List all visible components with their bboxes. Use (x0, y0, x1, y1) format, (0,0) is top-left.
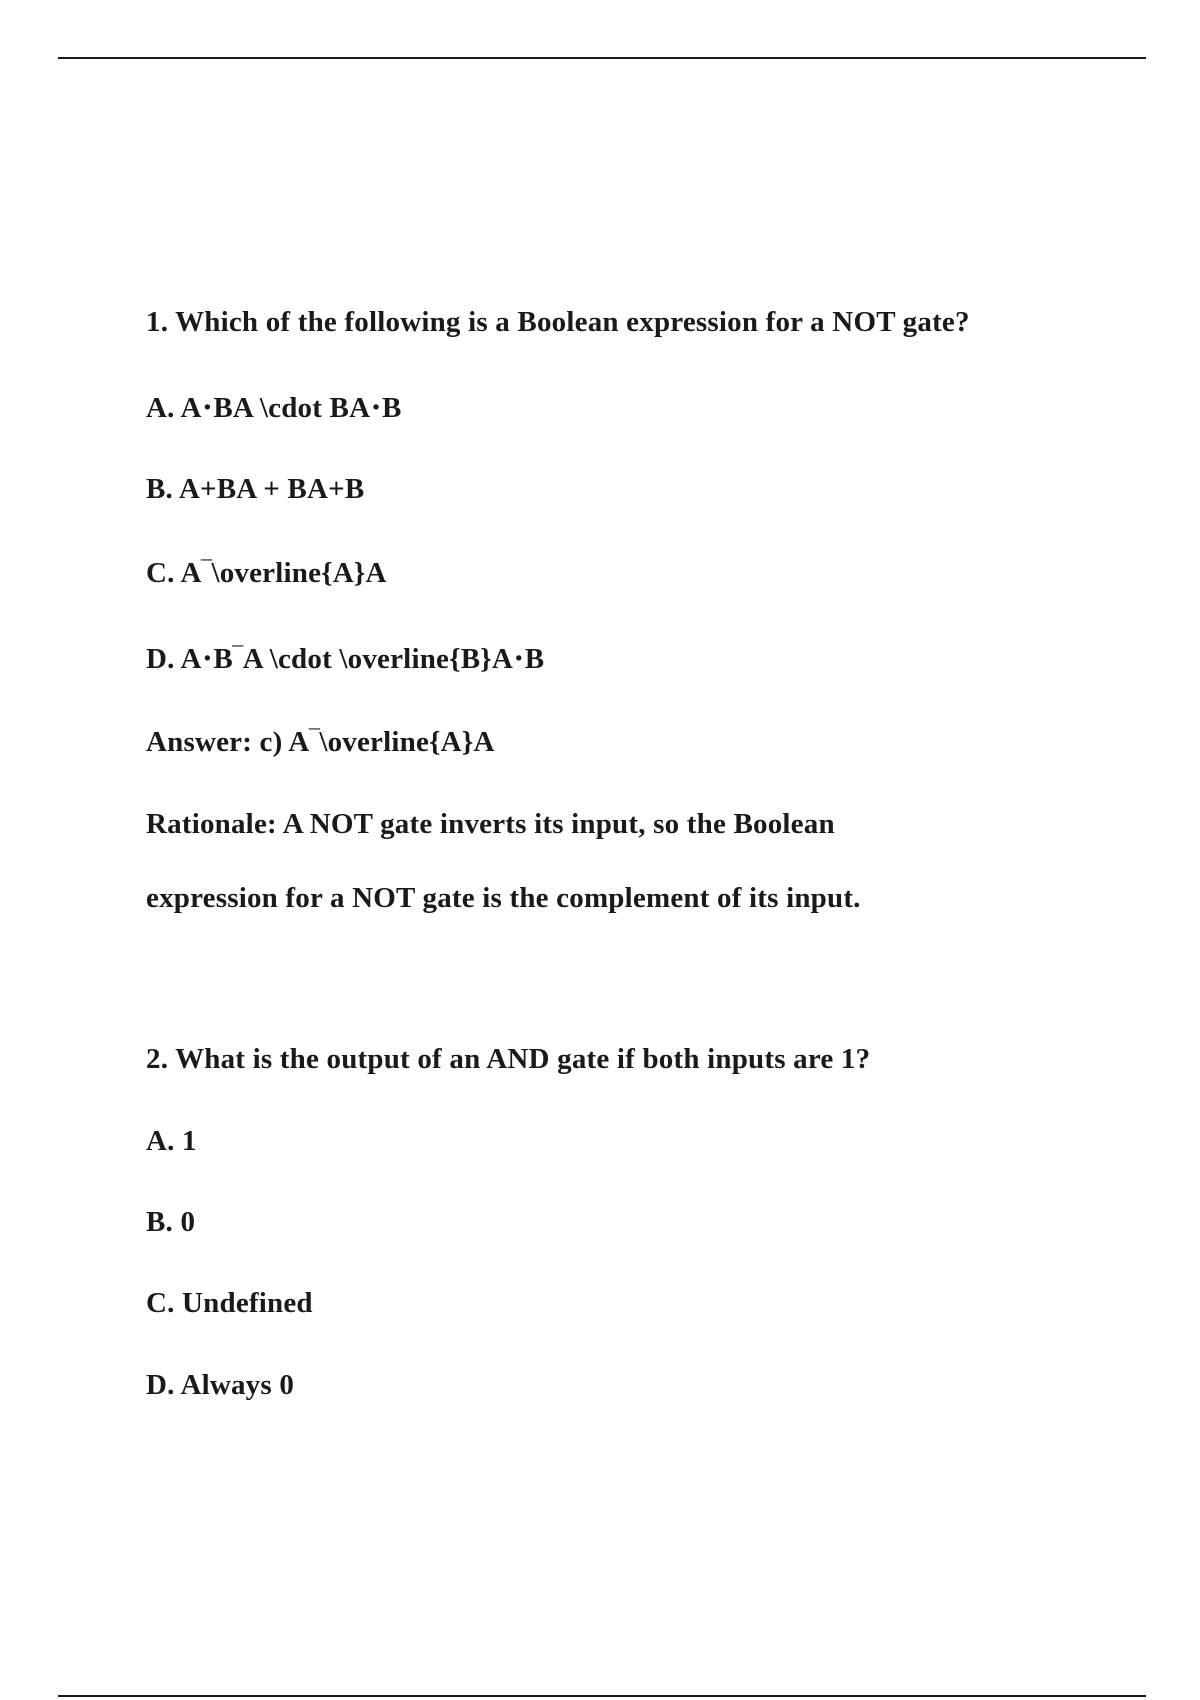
question-2-option-d: D. Always 0 (146, 1369, 295, 1401)
question-2-prompt: 2. What is the output of an AND gate if both inputs are 1? (146, 1043, 871, 1075)
question-2-option-b: B. 0 (146, 1206, 196, 1238)
question-2-option-c: C. Undefined (146, 1287, 313, 1319)
question-1-option-d: D. A⋅B‾A \cdot \overline{B}A⋅B (146, 643, 545, 675)
question-1-rationale-line-2: expression for a NOT gate is the complement of its input. (146, 882, 861, 914)
question-1-answer: Answer: c) A‾\overline{A}A (146, 726, 495, 758)
question-2-option-a: A. 1 (146, 1125, 197, 1157)
header-rule (58, 57, 1146, 59)
question-1-option-c: C. A‾\overline{A}A (146, 557, 387, 589)
footer-rule (58, 1695, 1146, 1697)
question-1-option-a: A. A⋅BA \cdot BA⋅B (146, 392, 402, 424)
question-1-prompt: 1. Which of the following is a Boolean expression for a NOT gate? (146, 306, 970, 338)
question-1-rationale-line-1: Rationale: A NOT gate inverts its input, so the Boolean (146, 808, 835, 840)
question-1-option-b: B. A+BA + BA+B (146, 473, 365, 505)
